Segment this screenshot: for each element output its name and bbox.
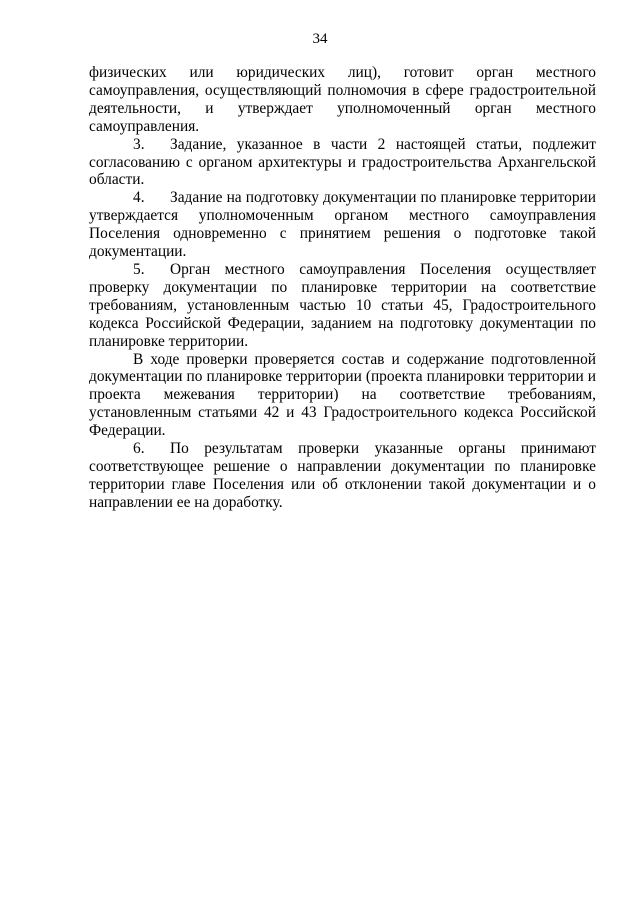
paragraph-text: Задание, указанное в части 2 настоящей статьи, подлежит согласованию с органом архитектуры и градостроительства Архангельской области. bbox=[89, 135, 596, 189]
paragraph-text: В ходе проверки проверяется состав и содержание подготовленной документации по планировке территории (проекта планировки территории и проекта межевания территории) на соответствие требованиям, установленным статьями 42 и 43 Градостроительного кодекса Российской Федерации. bbox=[89, 350, 596, 440]
paragraph-number: 3. bbox=[133, 135, 145, 153]
paragraph-continuation bbox=[89, 64, 596, 136]
paragraph-text: Орган местного самоуправления Поселения осуществляет проверку документации по планировке территории на соответствие требованиям, установленным частью 10 статьи 45, Градостроительного кодекса Российской Федерации, заданием на подготовку документации по планировке территории. bbox=[89, 260, 596, 350]
document-body bbox=[89, 64, 596, 512]
paragraph-number: 4. bbox=[133, 189, 145, 207]
paragraph-text: По результатам проверки указанные органы принимают соответствующее решение о направлении документации по планировке территории главе Поселения или об отклонении такой документации и о направлении ее на доработку. bbox=[89, 440, 596, 511]
paragraph-item-5 bbox=[89, 261, 596, 351]
paragraph-item-4 bbox=[89, 189, 596, 261]
page-number: 34 bbox=[312, 31, 328, 47]
paragraph-item-6 bbox=[89, 440, 596, 512]
paragraph-verification bbox=[89, 351, 596, 441]
paragraph-item-3 bbox=[89, 136, 596, 190]
paragraph-text: Задание на подготовку документации по планировке территории утверждается уполномоченным органом местного самоуправления Поселения одновременно с принятием решения о подготовке такой документации. bbox=[89, 189, 596, 261]
paragraph-number: 6. bbox=[133, 440, 145, 458]
paragraph-text: физических или юридических лиц), готовит орган местного самоуправления, осуществляющий полномочия в сфере градостроительной деятельности, и утверждает уполномоченный орган местного самоуправления. bbox=[89, 64, 596, 135]
paragraph-number: 5. bbox=[133, 260, 145, 278]
